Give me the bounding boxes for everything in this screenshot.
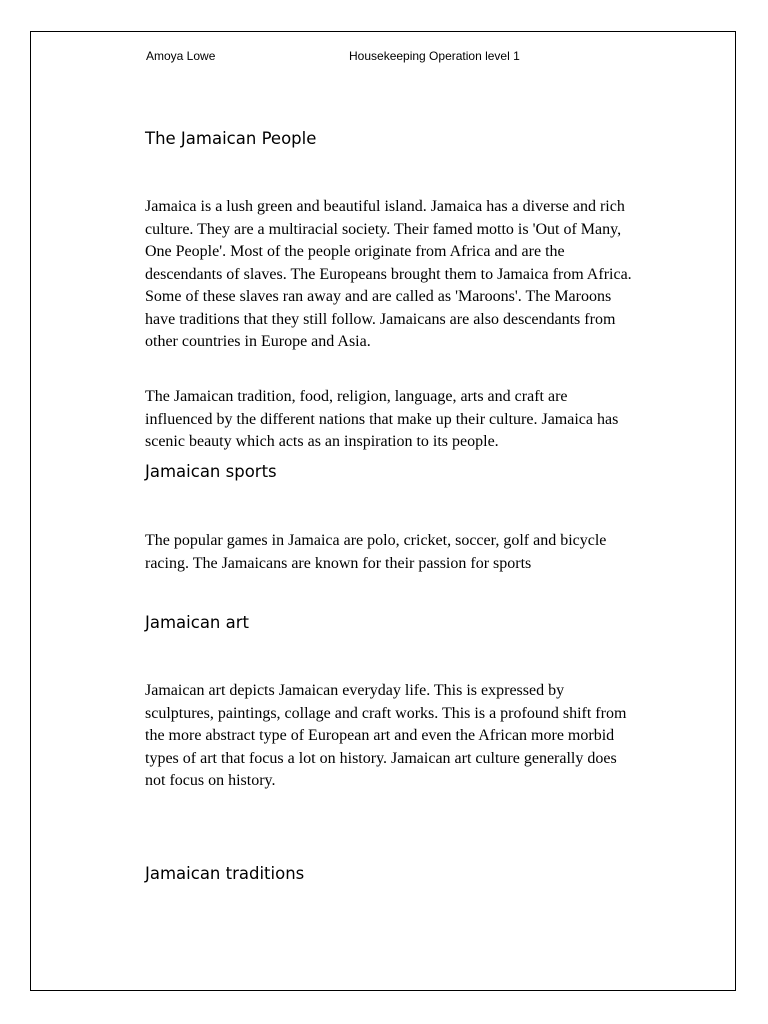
header-author-name: Amoya Lowe bbox=[146, 49, 216, 63]
section-heading-jamaican-people: The Jamaican People bbox=[145, 129, 317, 148]
document-page bbox=[30, 31, 736, 991]
paragraph-jamaican-sports: The popular games in Jamaica are polo, cricket, soccer, golf and bicycle racing. The Jamaicans are known for their passion for sports bbox=[145, 532, 607, 572]
section-heading-jamaican-art: Jamaican art bbox=[145, 613, 249, 632]
section-heading-jamaican-sports: Jamaican sports bbox=[145, 462, 277, 481]
header-course-title: Housekeeping Operation level 1 bbox=[349, 49, 520, 63]
paragraph-jamaican-people-2: The Jamaican tradition, food, religion, language, arts and craft are influenced by the different nations that make up their culture. Jamaica has scenic beauty which acts as an inspiration to its people. bbox=[145, 388, 619, 450]
section-heading-jamaican-traditions: Jamaican traditions bbox=[145, 864, 305, 883]
paragraph-jamaican-people-1: Jamaica is a lush green and beautiful island. Jamaica has a diverse and rich culture. They are a multiracial society. Their famed motto is 'Out of Many, One People'. Most of the people originate from Africa and are the descendants of slaves. The Europeans brought them to Jamaica from Africa. Some of these slaves ran away and are called as 'Maroons'. The Maroons have traditions that they still follow. Jamaicans are also descendants from other countries in Europe and Asia. bbox=[145, 198, 632, 350]
paragraph-jamaican-art: Jamaican art depicts Jamaican everyday life. This is expressed by sculptures, paintings, collage and craft works. This is a profound shift from the more abstract type of European art and even the African more morbid types of art that focus a lot on history. Jamaican art culture generally does not focus on history. bbox=[145, 682, 627, 789]
